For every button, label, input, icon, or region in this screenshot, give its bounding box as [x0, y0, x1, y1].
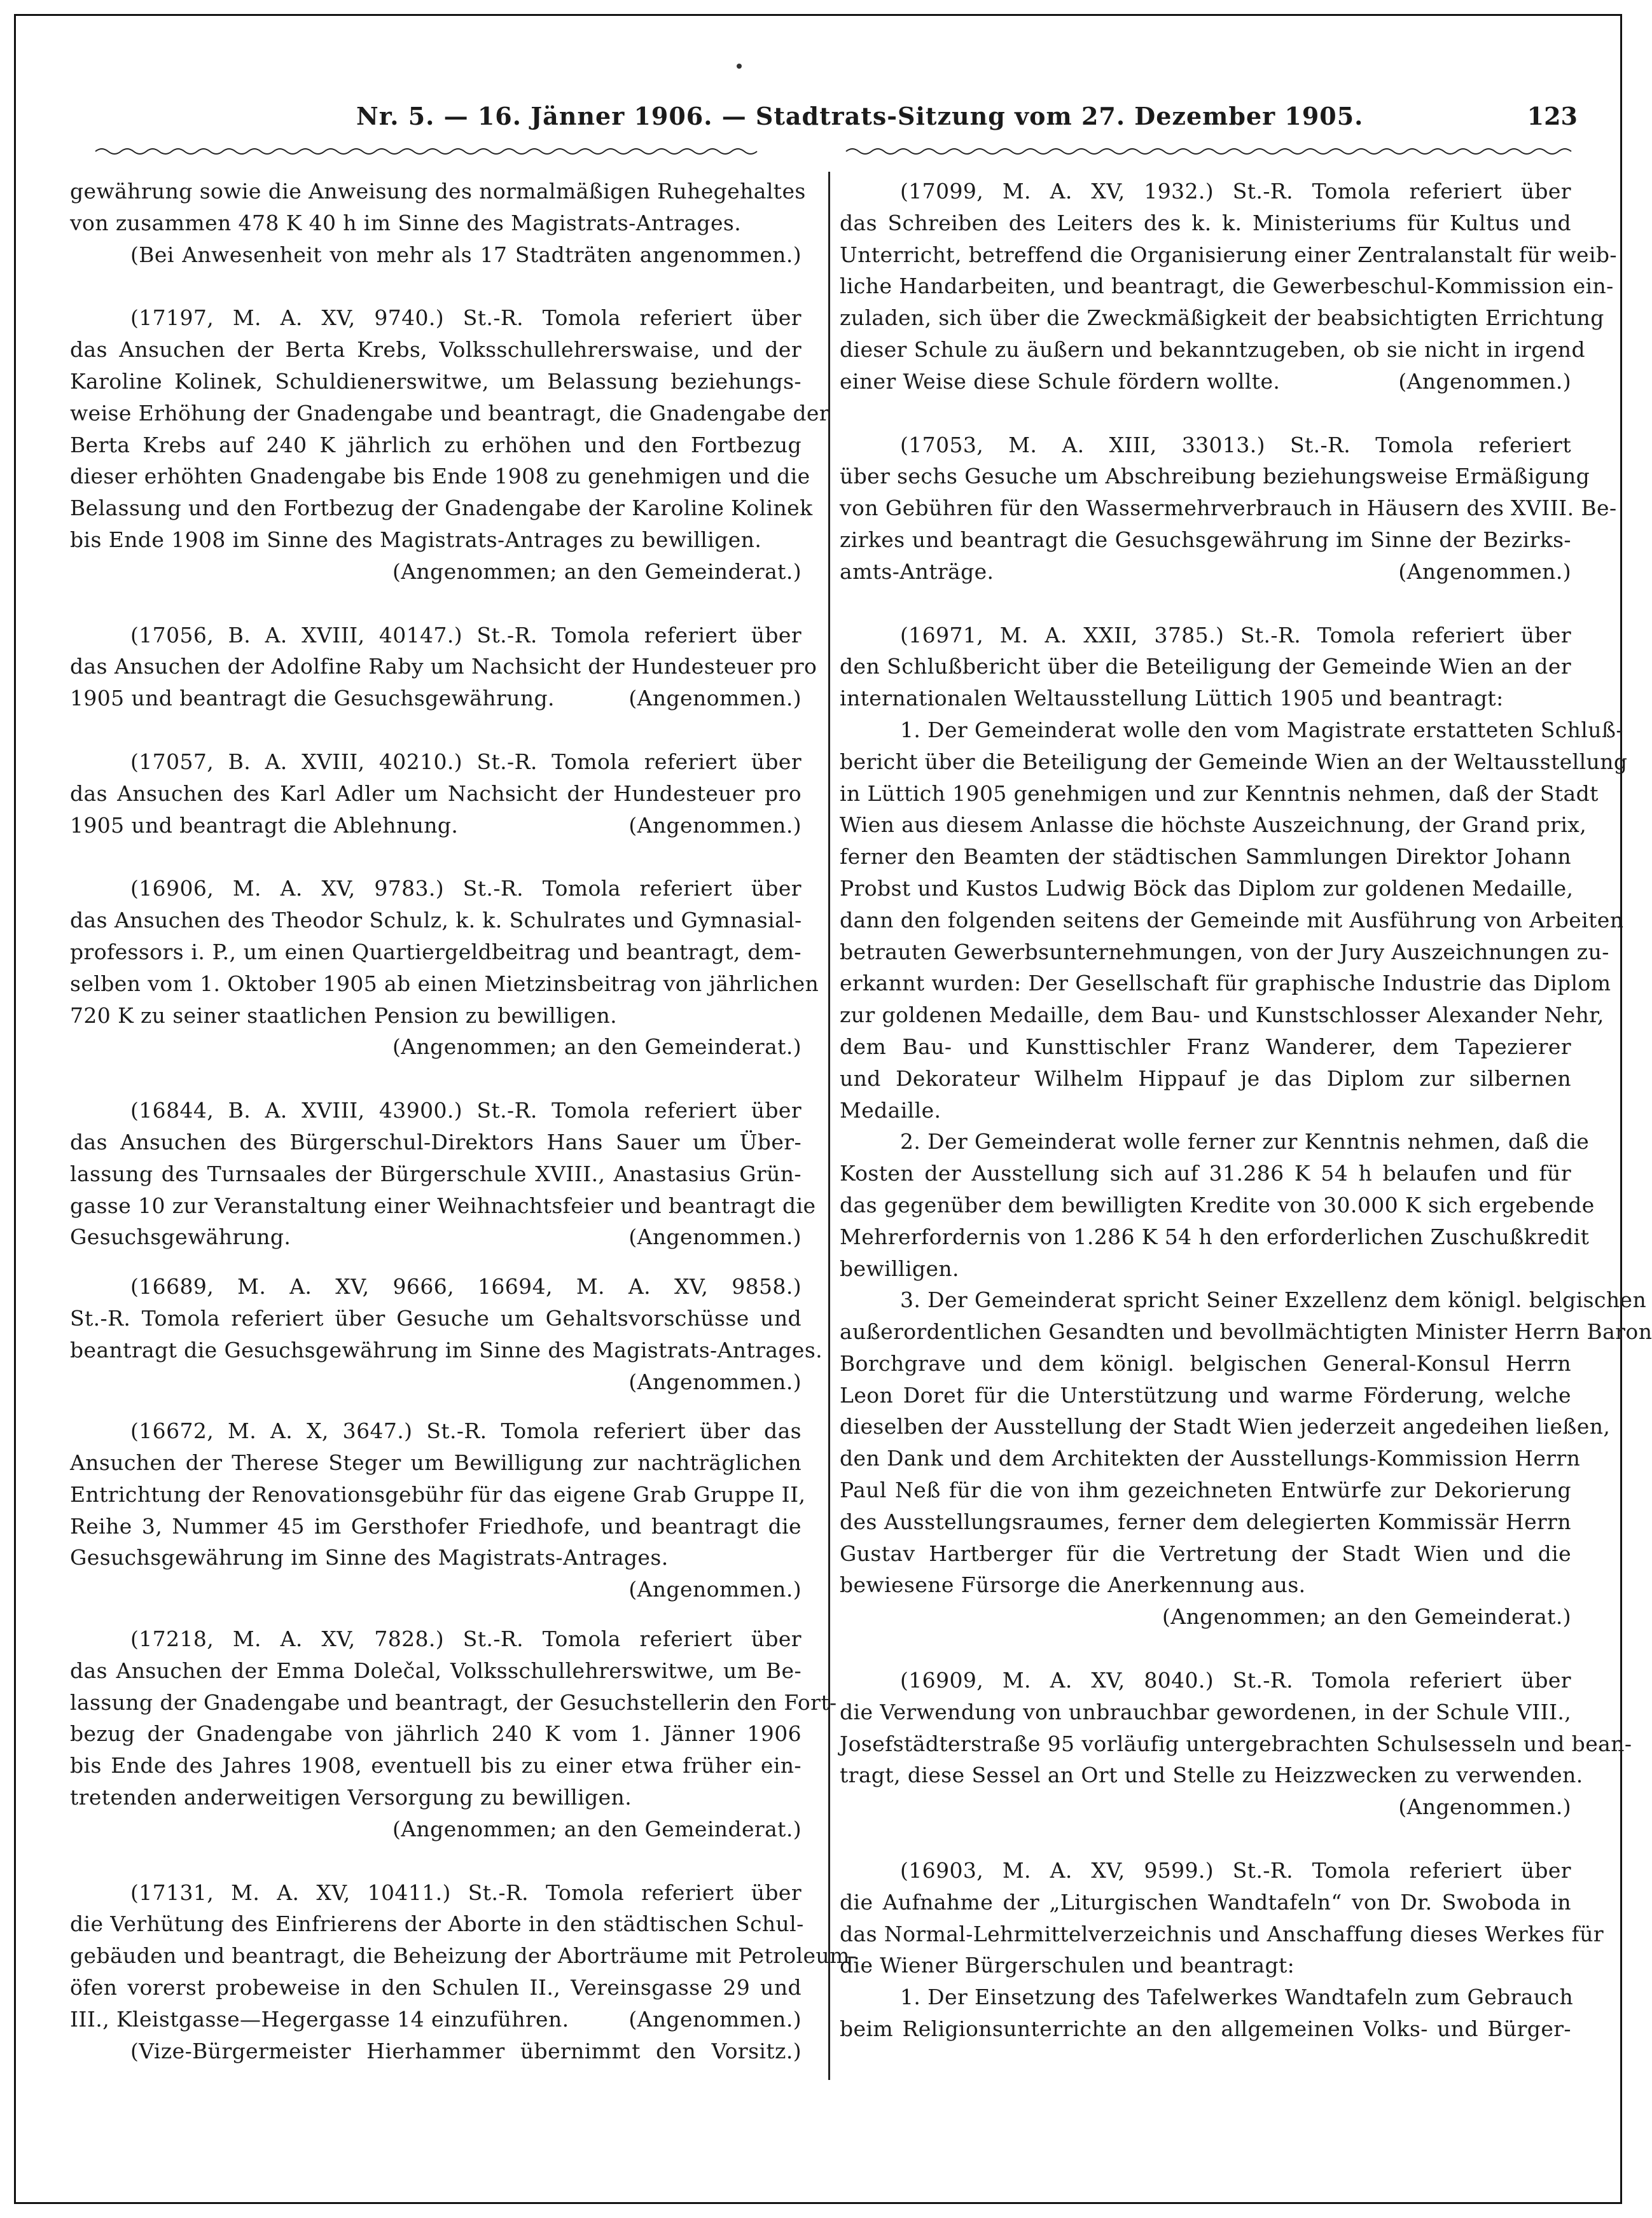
- line-text: professors i. P., um einen Quartiergeldbeitrag und beantragt, dem-: [70, 939, 802, 964]
- line-text: zirkes und beantragt die Gesuchsgewährung im Sinne der Bezirks-: [840, 527, 1571, 552]
- line-text: (Vize-Bürgermeister Hierhammer übernimmt den Vorsitz.): [130, 2038, 802, 2063]
- line-text: bewilligen.: [840, 1256, 959, 1281]
- line-text: das Ansuchen des Theodor Schulz, k. k. Schulrates und Gymnasial-: [70, 908, 802, 933]
- right-column: [840, 176, 1652, 2045]
- line-text: (16689, M. A. XV, 9666, 16694, M. A. XV, 9858.): [130, 1274, 802, 1300]
- paragraph-gap: [70, 588, 802, 620]
- line-text: (Angenommen; an den Gemeinderat.): [392, 1034, 802, 1060]
- text-line: [70, 366, 802, 398]
- line-text: Leon Doret für die Unterstützung und warme Förderung, welche: [840, 1382, 1571, 1408]
- text-line: [70, 1908, 802, 1940]
- line-text: (16971, M. A. XXII, 3785.) St.-R. Tomola referiert über: [900, 622, 1571, 648]
- text-line: [840, 334, 1585, 366]
- line-text: 1. Der Einsetzung des Tafelwerkes Wandtafeln zum Gebrauch: [900, 1985, 1574, 2010]
- text-line: [840, 366, 1571, 398]
- line-text: Gustav Hartberger für die Vertretung der Stadt Wien und die: [840, 1541, 1571, 1566]
- line-text: in Lüttich 1905 genehmigen und zur Kenntnis nehmen, daß der Stadt: [840, 780, 1599, 806]
- text-line: [840, 1126, 1590, 1158]
- line-text: Belassung und den Fortbezug der Gnadengabe der Karoline Kolinek: [70, 496, 813, 521]
- line-text: (Angenommen; an den Gemeinderat.): [392, 558, 802, 584]
- text-line: [70, 1190, 816, 1222]
- line-text: öfen vorerst probeweise in den Schulen II., Vereinsgasse 29 und: [70, 1975, 802, 2000]
- text-line: [70, 1126, 802, 1158]
- line-text: 1905 und beantragt die Gesuchsgewährung.: [70, 686, 555, 711]
- line-text: tretenden anderweitigen Versorgung zu bewilligen.: [70, 1785, 632, 1810]
- resolution-tag: (Angenommen.): [628, 686, 802, 711]
- text-line: [70, 936, 802, 968]
- line-text: das Ansuchen der Emma Dolečal, Volksschullehrerswitwe, um Be-: [70, 1658, 802, 1683]
- text-line: [840, 683, 1571, 714]
- text-line: [70, 1718, 802, 1750]
- line-text: Josefstädterstraße 95 vorläufig untergebrachten Schulsesseln und bean-: [840, 1731, 1632, 1756]
- printer-mark: [737, 64, 742, 69]
- line-text: außerordentlichen Gesandten und bevollmächtigten Minister Herrn Baron: [840, 1319, 1652, 1345]
- line-text: 1905 und beantragt die Ablehnung.: [70, 812, 459, 838]
- line-text: Paul Neß für die von ihm gezeichneten Entwürfe zur Dekorierung: [840, 1478, 1571, 1503]
- text-line: [840, 1158, 1571, 1189]
- line-text: (17053, M. A. XIII, 33013.) St.-R. Tomola referiert: [900, 432, 1571, 457]
- text-line: [70, 1221, 802, 1253]
- text-line: [840, 1601, 1571, 1633]
- text-line: [70, 1782, 802, 1813]
- line-text: 2. Der Gemeinderat wolle ferner zur Kenntnis nehmen, daß die: [900, 1129, 1590, 1154]
- line-text: (Bei Anwesenheit von mehr als 17 Stadträten angenommen.): [130, 242, 802, 267]
- text-line: [70, 429, 802, 461]
- line-text: (Angenommen.): [628, 1577, 802, 1602]
- line-text: betrauten Gewerbsunternehmungen, von der Jury Auszeichnungen zu-: [840, 939, 1609, 964]
- paragraph-gap: [70, 1605, 802, 1623]
- line-text: tragt, diese Sessel an Ort und Stelle zu Heizzwecken zu verwenden.: [840, 1763, 1583, 1788]
- line-text: die Wiener Bürgerschulen und beantragt:: [840, 1953, 1295, 1978]
- text-line: [70, 905, 802, 936]
- line-text: das Ansuchen des Bürgerschul-Direktors Hans Sauer um Über-: [70, 1129, 802, 1154]
- text-line: [70, 746, 802, 778]
- text-line: [70, 2035, 802, 2067]
- text-line: [840, 841, 1571, 873]
- line-text: (Angenommen.): [628, 1369, 802, 1394]
- line-text: beantragt die Gesuchsgewährung im Sinne des Magistrats-Antrages.: [70, 1337, 823, 1362]
- line-text: das gegenüber dem bewilligten Kredite von 30.000 K sich ergebende: [840, 1192, 1595, 1217]
- text-line: [840, 1696, 1571, 1728]
- text-line: [840, 1506, 1571, 1538]
- line-text: Ansuchen der Therese Steger um Bewilligung zur nachträglichen: [70, 1450, 802, 1476]
- line-text: bis Ende 1908 im Sinne des Magistrats-Antrages zu bewilligen.: [70, 527, 762, 552]
- text-line: [840, 1316, 1652, 1348]
- column-divider: [828, 172, 830, 2080]
- text-line: [840, 1981, 1574, 2013]
- text-line: [840, 461, 1590, 492]
- text-line: [70, 1415, 802, 1447]
- text-line: [840, 1759, 1583, 1791]
- text-line: [840, 714, 1623, 746]
- line-text: (16672, M. A. X, 3647.) St.-R. Tomola referiert über das: [130, 1418, 802, 1444]
- line-text: Berta Krebs auf 240 K jährlich zu erhöhen und den Fortbezug: [70, 432, 802, 457]
- text-line: [840, 239, 1617, 271]
- line-text: zur goldenen Medaille, dem Bau- und Kunstschlosser Alexander Nehr,: [840, 1002, 1604, 1028]
- text-line: [70, 1574, 802, 1605]
- text-line: [70, 1542, 802, 1574]
- line-text: III., Kleistgasse—Hegergasse 14 einzuführen.: [70, 2006, 569, 2032]
- line-text: 720 K zu seiner staatlichen Pension zu bewilligen.: [70, 1002, 617, 1028]
- line-text: lassung des Turnsaales der Bürgerschule XVIII., Anastasius Grün-: [70, 1161, 802, 1186]
- line-text: das Ansuchen des Karl Adler um Nachsicht der Hundesteuer pro: [70, 780, 802, 806]
- line-text: die Aufnahme der „Liturgischen Wandtafeln“ von Dr. Swoboda in: [840, 1889, 1571, 1915]
- text-line: [840, 1348, 1571, 1380]
- line-text: (16844, B. A. XVIII, 43900.) St.-R. Tomola referiert über: [130, 1098, 802, 1123]
- line-text: Entrichtung der Renovationsgebühr für das eigene Grab Gruppe II,: [70, 1481, 806, 1507]
- line-text: gewährung sowie die Anweisung des normalmäßigen Ruhegehaltes: [70, 179, 806, 204]
- line-text: einer Weise diese Schule fördern wollte.: [840, 368, 1281, 394]
- line-text: dem Bau- und Kunsttischler Franz Wanderer, dem Tapezierer: [840, 1034, 1571, 1059]
- text-line: [840, 1380, 1571, 1411]
- line-text: (16906, M. A. XV, 9783.) St.-R. Tomola referiert über: [130, 876, 802, 901]
- running-header: Nr. 5. — 16. Jänner 1906. — Stadtrats-Sitzung vom 27. Dezember 1905.: [356, 102, 1364, 130]
- line-text: Unterricht, betreffend die Organisierung einer Zentralanstalt für weib-: [840, 242, 1617, 267]
- line-text: die Verhütung des Einfrierens der Aborte in den städtischen Schul-: [70, 1911, 804, 1937]
- text-line: [840, 1569, 1571, 1601]
- text-line: [840, 429, 1571, 461]
- text-line: [70, 1511, 802, 1542]
- text-line: [840, 2013, 1571, 2045]
- paragraph-gap: [70, 1063, 802, 1095]
- text-line: [840, 1887, 1571, 1918]
- text-line: [840, 620, 1571, 651]
- text-line: [70, 492, 813, 524]
- text-line: [840, 778, 1599, 810]
- text-line: [840, 1221, 1590, 1253]
- line-text: liche Handarbeiten, und beantragt, die Gewerbeschul-Kommission ein-: [840, 274, 1614, 299]
- text-line: [840, 1918, 1604, 1950]
- text-line: [70, 461, 810, 492]
- text-line: [840, 936, 1609, 968]
- text-line: [70, 1479, 806, 1511]
- line-text: bezug der Gnadengabe von jährlich 240 K vom 1. Jänner 1906: [70, 1721, 802, 1747]
- text-line: [840, 492, 1617, 524]
- line-text: amts-Anträge.: [840, 558, 994, 584]
- paragraph-gap: [840, 1633, 1571, 1665]
- text-line: [840, 651, 1571, 683]
- text-line: [70, 2004, 802, 2035]
- resolution-tag: (Angenommen.): [628, 2006, 802, 2032]
- line-text: bis Ende des Jahres 1908, eventuell bis zu einer etwa früher ein-: [70, 1753, 802, 1778]
- line-text: (Angenommen; an den Gemeinderat.): [392, 1816, 802, 1841]
- line-text: die Verwendung von unbrauchbar gewordenen, in der Schule VIII.,: [840, 1699, 1572, 1724]
- line-text: den Schlußbericht über die Beteiligung der Gemeinde Wien an der: [840, 654, 1571, 679]
- header-rule-left: [95, 144, 763, 159]
- text-line: [70, 1750, 802, 1782]
- text-line: [840, 302, 1604, 334]
- text-line: [840, 809, 1587, 841]
- line-text: Gesuchsgewährung im Sinne des Magistrats-Antrages.: [70, 1545, 669, 1570]
- line-text: St.-R. Tomola referiert über Gesuche um Gehaltsvorschüsse und: [70, 1305, 802, 1331]
- line-text: (Angenommen.): [1398, 1794, 1571, 1820]
- line-text: gebäuden und beantragt, die Beheizung der Aborträume mit Petroleum-: [70, 1943, 857, 1969]
- text-line: [840, 873, 1574, 905]
- text-line: [70, 1000, 802, 1032]
- paragraph-gap: [70, 1845, 802, 1877]
- text-line: [840, 999, 1604, 1031]
- text-line: [70, 176, 806, 207]
- text-line: [70, 1972, 802, 2004]
- line-text: und Dekorateur Wilhelm Hippauf je das Diplom zur silbernen: [840, 1065, 1571, 1091]
- text-line: [70, 1687, 837, 1719]
- text-line: [70, 1271, 802, 1303]
- line-text: Borchgrave und dem königl. belgischen General-Konsul Herrn: [840, 1350, 1571, 1376]
- resolution-tag: (Angenommen.): [1398, 558, 1571, 584]
- text-line: [70, 1158, 802, 1190]
- line-text: von Gebühren für den Wassermehrverbrauch in Häusern des XVIII. Be-: [840, 496, 1617, 521]
- line-text: (16903, M. A. XV, 9599.) St.-R. Tomola referiert über: [900, 1858, 1571, 1883]
- line-text: dieser erhöhten Gnadengabe bis Ende 1908 zu genehmigen und die: [70, 464, 810, 489]
- text-line: [70, 810, 802, 842]
- line-text: Gesuchsgewährung.: [70, 1224, 291, 1250]
- line-text: weise Erhöhung der Gnadengabe und beantragt, die Gnadengabe der: [70, 400, 829, 426]
- line-text: Wien aus diesem Anlasse die höchste Auszeichnung, der Grand prix,: [840, 812, 1587, 838]
- text-line: [70, 1366, 802, 1398]
- text-line: [840, 1855, 1571, 1887]
- text-line: [840, 1474, 1571, 1506]
- line-text: Kosten der Ausstellung sich auf 31.286 K 54 h belaufen und für: [840, 1161, 1571, 1186]
- line-text: lassung der Gnadengabe und beantragt, der Gesuchstellerin den Fort-: [70, 1689, 837, 1715]
- text-line: [70, 620, 802, 651]
- paragraph-gap: [840, 1823, 1571, 1855]
- text-line: [70, 1877, 802, 1909]
- line-text: (17218, M. A. XV, 7828.) St.-R. Tomola referiert über: [130, 1626, 802, 1652]
- line-text: das Ansuchen der Berta Krebs, Volksschullehrerswaise, und der: [70, 337, 802, 363]
- paragraph-gap: [70, 270, 802, 302]
- line-text: des Ausstellungsraumes, ferner dem delegierten Kommissär Herrn: [840, 1509, 1571, 1534]
- line-text: selben vom 1. Oktober 1905 ab einen Mietzinsbeitrag von jährlichen: [70, 971, 819, 996]
- text-line: [840, 1284, 1647, 1316]
- paragraph-gap: [840, 398, 1571, 429]
- text-line: [840, 746, 1628, 778]
- text-line: [70, 651, 817, 683]
- line-text: von zusammen 478 K 40 h im Sinne des Magistrats-Antrages.: [70, 210, 742, 235]
- line-text: dann den folgenden seitens der Gemeinde mit Ausführung von Arbeiten: [840, 907, 1624, 932]
- text-line: [70, 968, 819, 1000]
- text-line: [840, 1253, 1571, 1285]
- header-rule-right: [846, 144, 1578, 159]
- text-line: [840, 1728, 1632, 1760]
- line-text: Karoline Kolinek, Schuldienerswitwe, um Belassung beziehungs-: [70, 368, 802, 394]
- line-text: Reihe 3, Nummer 45 im Gersthofer Friedhofe, und beantragt die: [70, 1513, 802, 1539]
- resolution-tag: (Angenommen.): [628, 812, 802, 838]
- line-text: (Angenommen; an den Gemeinderat.): [1162, 1604, 1571, 1630]
- line-text: dieser Schule zu äußern und bekanntzugeben, ob sie nicht in irgend: [840, 336, 1585, 362]
- text-line: [70, 207, 802, 239]
- text-line: [840, 1950, 1571, 1981]
- line-text: (17131, M. A. XV, 10411.) St.-R. Tomola referiert über: [130, 1880, 802, 1905]
- text-line: [70, 398, 829, 429]
- line-text: Probst und Kustos Ludwig Böck das Diplom zur goldenen Medaille,: [840, 875, 1574, 901]
- line-text: bewiesene Fürsorge die Anerkennung aus.: [840, 1572, 1306, 1598]
- line-text: über sechs Gesuche um Abschreibung beziehungsweise Ermäßigung: [840, 464, 1590, 489]
- page-number: 123: [1527, 102, 1578, 130]
- line-text: (17099, M. A. XV, 1932.) St.-R. Tomola referiert über: [900, 179, 1571, 204]
- text-line: [840, 967, 1611, 999]
- text-line: [70, 239, 802, 271]
- text-line: [840, 1791, 1571, 1823]
- text-line: [840, 270, 1614, 302]
- text-line: [840, 1031, 1571, 1063]
- text-line: [70, 1940, 857, 1972]
- line-text: (17197, M. A. XV, 9740.) St.-R. Tomola referiert über: [130, 305, 802, 331]
- text-line: [840, 1538, 1571, 1570]
- text-line: [70, 1447, 802, 1479]
- text-line: [70, 302, 802, 334]
- text-line: [70, 1334, 823, 1366]
- line-text: (16909, M. A. XV, 8040.) St.-R. Tomola referiert über: [900, 1668, 1571, 1693]
- text-line: [70, 334, 802, 366]
- line-text: internationalen Weltausstellung Lüttich 1905 und beantragt:: [840, 686, 1504, 711]
- line-text: den Dank und dem Architekten der Ausstellungs-Kommission Herrn: [840, 1446, 1581, 1471]
- line-text: zuladen, sich über die Zweckmäßigkeit der beabsichtigten Errichtung: [840, 305, 1604, 331]
- text-line: [840, 207, 1571, 239]
- text-line: [840, 905, 1624, 936]
- line-text: Medaille.: [840, 1097, 941, 1123]
- text-line: [70, 1655, 802, 1687]
- line-text: ferner den Beamten der städtischen Sammlungen Direktor Johann: [840, 844, 1571, 870]
- resolution-tag: (Angenommen.): [628, 1224, 802, 1250]
- text-line: [840, 1443, 1581, 1474]
- text-line: [70, 778, 802, 810]
- paragraph-gap: [70, 841, 802, 873]
- line-text: bericht über die Beteiligung der Gemeinde Wien an der Weltausstellung: [840, 749, 1628, 774]
- text-line: [70, 683, 802, 714]
- text-line: [840, 1665, 1571, 1696]
- text-line: [70, 556, 802, 588]
- text-line: [70, 524, 802, 556]
- text-line: [840, 1411, 1611, 1443]
- line-text: Mehrerfordernis von 1.286 K 54 h den erforderlichen Zuschußkredit: [840, 1224, 1590, 1249]
- text-line: [840, 1063, 1571, 1095]
- resolution-tag: (Angenommen.): [1398, 368, 1571, 394]
- line-text: (17057, B. A. XVIII, 40210.) St.-R. Tomola referiert über: [130, 749, 802, 774]
- text-line: [70, 1031, 802, 1063]
- line-text: erkannt wurden: Der Gesellschaft für graphische Industrie das Diplom: [840, 971, 1611, 996]
- paragraph-gap: [70, 1397, 802, 1415]
- text-line: [840, 176, 1571, 207]
- line-text: gasse 10 zur Veranstaltung einer Weihnachtsfeier und beantragt die: [70, 1193, 816, 1218]
- text-line: [70, 1095, 802, 1126]
- line-text: dieselben der Ausstellung der Stadt Wien jederzeit angedeihen ließen,: [840, 1414, 1611, 1439]
- text-line: [70, 1813, 802, 1845]
- text-line: [840, 556, 1571, 588]
- line-text: 1. Der Gemeinderat wolle den vom Magistrate erstatteten Schluß-: [900, 717, 1623, 742]
- paragraph-gap: [840, 588, 1571, 620]
- line-text: das Ansuchen der Adolfine Raby um Nachsicht der Hundesteuer pro: [70, 654, 817, 679]
- line-text: beim Religionsunterrichte an den allgemeinen Volks- und Bürger-: [840, 2016, 1571, 2042]
- text-line: [840, 524, 1571, 556]
- text-line: [840, 1095, 1571, 1126]
- line-text: 3. Der Gemeinderat spricht Seiner Exzellenz dem königl. belgischen: [900, 1287, 1647, 1313]
- text-line: [70, 1303, 802, 1334]
- line-text: (17056, B. A. XVIII, 40147.) St.-R. Tomola referiert über: [130, 622, 802, 648]
- paragraph-gap: [70, 1253, 802, 1271]
- text-line: [70, 873, 802, 905]
- line-text: das Normal-Lehrmittelverzeichnis und Anschaffung dieses Werkes für: [840, 1921, 1604, 1946]
- left-column: [70, 176, 857, 2067]
- text-line: [840, 1189, 1595, 1221]
- text-line: [70, 1623, 802, 1655]
- line-text: das Schreiben des Leiters des k. k. Ministeriums für Kultus und: [840, 210, 1571, 235]
- paragraph-gap: [70, 714, 802, 746]
